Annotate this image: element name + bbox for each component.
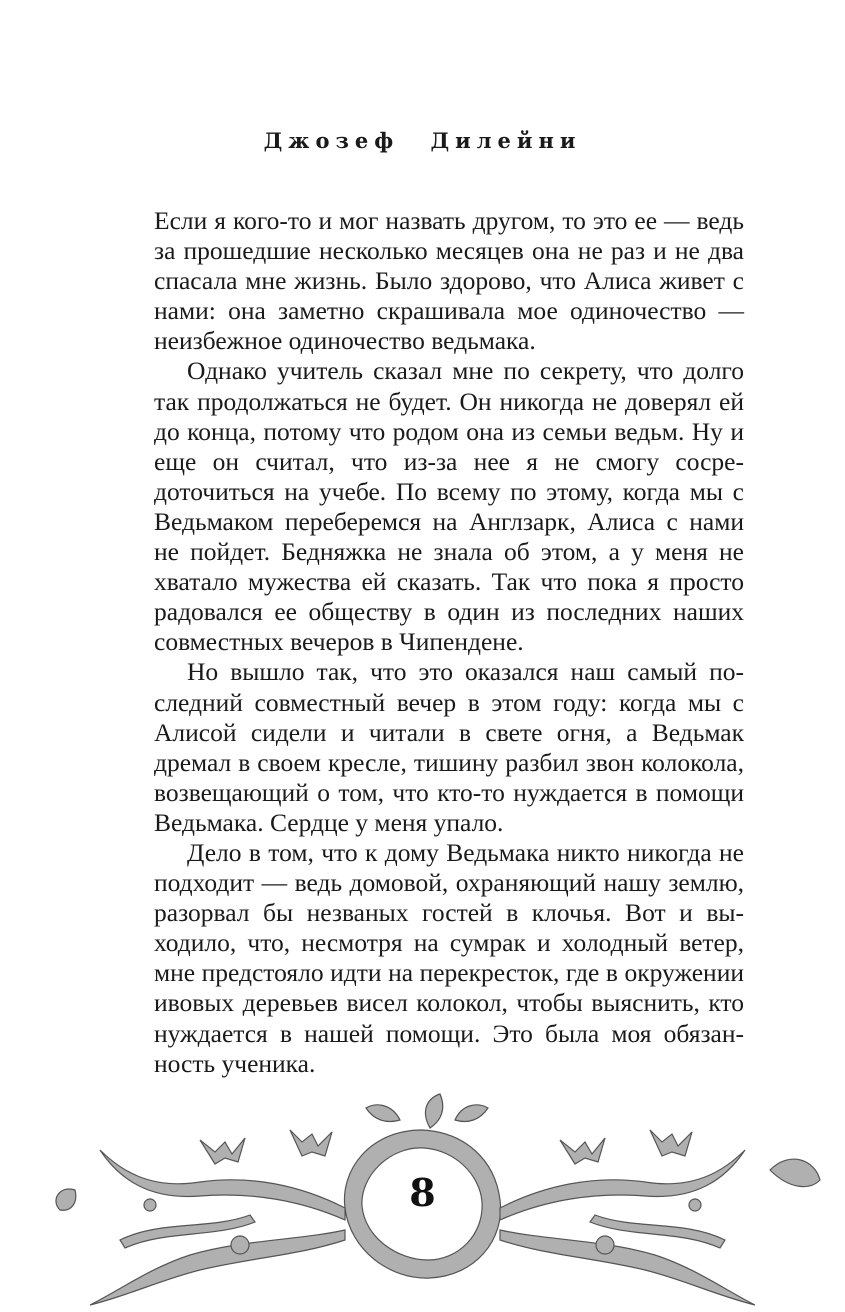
paragraph-1: Если я кого-то и мог назвать другом, то это ее — ведь за прошедшие несколько месяцев она не раз и не два спасала мне жизнь. Было здорово, что Алиса живет с нами: она заметно скрашивала мое одиночество — неизбежное одиночество ведьмака. [154,206,744,356]
paragraph-4: Дело в том, что к дому Ведьмака никто никогда не подходит — ведь домовой, охраняющий нашу землю, разорвал бы незваных гостей в клочья. Вот и выходило, что, несмотря на сумрак и холодный ветер, мне предстояло идти на перекресток, где в окружении ивовых деревьев висел колокол, чтобы выяснить, кто нуждается в нашей помощи. Это была моя обязанность ученика. [154,837,744,1078]
page-number: 8 [409,1170,436,1215]
paragraph-3: Но вышло так, что это оказался наш самый последний совместный вечер в этом году: когда мы с Алисой сидели и читали в свете огня, а Ведьмак дремал в своем кресле, тишину разбил звон колокола, возвещающий о том, что кто-то нуждается в помощи Ведьмака. Сердце у меня упало. [154,657,744,837]
page-body-text [154,206,744,1079]
paragraph-2: Однако учитель сказал мне по секрету, что долго так продолжаться не будет. Он никогда не доверял ей до конца, потому что родом она из семьи ведьм. Ну и еще он считал, что из-за нее я не смогу сосредоточиться на учебе. По всему по этому, когда мы с Ведьмаком переберемся на Англзарк, Алиса с нами не пойдет. Бедняжка не знала об этом, а у меня не хватало мужества ей сказать. Так что пока я просто радовался ее обществу в один из последних наших совместных вечеров в Чипендене. [154,356,744,657]
running-head-author: Джозеф Дилейни [263,128,582,153]
